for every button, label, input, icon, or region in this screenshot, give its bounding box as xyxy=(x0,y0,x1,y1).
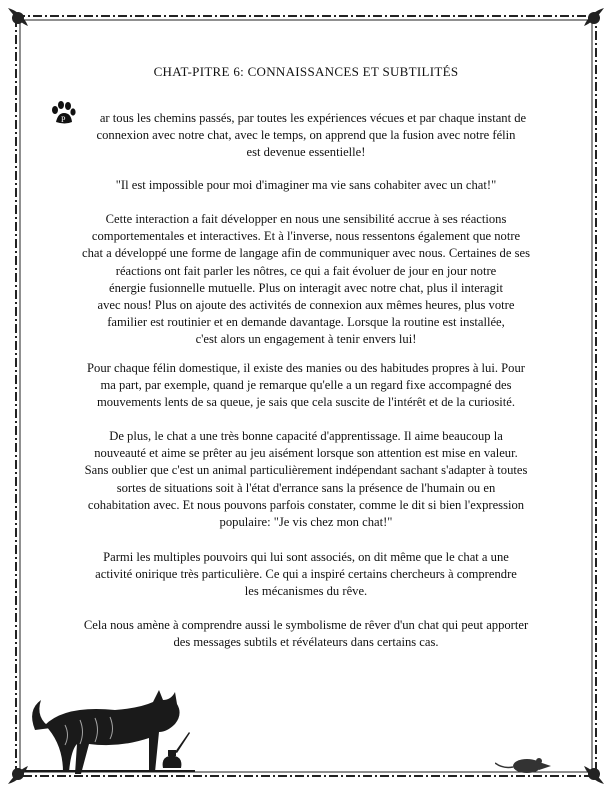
text-line: ar tous les chemins passés, par toutes les expériences vécues et par chaque instant de xyxy=(99,111,527,125)
paragraph-interaction xyxy=(40,211,572,349)
text-line: les mécanismes du rêve. xyxy=(244,584,368,599)
mouse-illustration xyxy=(495,752,565,776)
text-line: Sans oublier que c'est un animal particulièrement indépendant sachant s'adapter à toutes xyxy=(84,463,528,478)
text-line: comportementales et interactives. Et à l'inverse, nous ressentons également que notre xyxy=(91,229,521,244)
text-line: des messages subtils et révélateurs dans certains cas. xyxy=(173,635,439,650)
text-line: nouveauté et aime se prêter au jeu aisément lorsque son attention est mise en valeur. xyxy=(94,446,518,461)
paragraph-symbolism xyxy=(40,617,572,651)
text-line: c'est alors un engagement à tenir envers lui! xyxy=(195,332,417,347)
text-line: chat a développé une forme de langage afin de communiquer avec nous. Certaines de ses xyxy=(82,246,530,261)
text-line: réactions ont fait parler les nôtres, ce qui a fait évoluer de jour en jour notre xyxy=(115,263,497,278)
text-line: connexion avec notre chat, avec le temps, on apprend que la fusion avec notre félin xyxy=(96,128,516,143)
text-line: mouvements lents de sa queue, je sais que cela suscite de l'intérêt et de la curiosité. xyxy=(96,395,516,410)
text-line: Cela nous amène à comprendre aussi le symbolisme de rêver d'un chat qui peut apporter xyxy=(83,618,529,632)
text-line: activité onirique très particulière. Ce qui a inspiré certains chercheurs à comprendre xyxy=(95,567,517,582)
paragraph-dreams xyxy=(40,549,572,601)
text-line: familier est routinier et en demande davantage. Lorsque la routine est installée, xyxy=(107,315,505,330)
text-line: ma part, par exemple, quand je remarque qu'elle a un regard fixe accompagné des xyxy=(100,378,512,393)
text-line: populaire: "Je vis chez mon chat!" xyxy=(219,515,393,530)
text-line: cohabitation avec. Et nous pouvons parfois constater, comme le dit si bien l'expression xyxy=(87,497,525,512)
text-line: "Il est impossible pour moi d'imaginer ma vie sans cohabiter avec un chat!" xyxy=(115,178,497,192)
text-line: énergie fusionnelle mutuelle. Plus on interagit avec notre chat, plus il interagit xyxy=(109,280,503,295)
paragraph-learning xyxy=(40,428,572,531)
text-line: sortes de situations soit à l'état d'errance sans la présence de l'humain ou en xyxy=(116,480,496,495)
paragraph-quote xyxy=(40,177,572,194)
text-line: De plus, le chat a une très bonne capacité d'apprentissage. Il aime beaucoup la xyxy=(109,429,503,443)
text-line: Cette interaction a fait développer en nous une sensibilité accrue à ses réactions xyxy=(105,212,507,226)
cat-with-inkwell-illustration xyxy=(25,670,195,780)
paragraph-habits xyxy=(40,360,572,412)
text-line: avec nous! Plus on ajoute des activités de connexion aux mêmes heures, plus votre xyxy=(97,298,515,313)
paragraph-intro xyxy=(40,110,572,162)
text-line: est devenue essentielle! xyxy=(246,145,366,160)
svg-text:P: P xyxy=(61,115,66,124)
text-line: Pour chaque félin domestique, il existe des manies ou des habitudes propres à lui. Pour xyxy=(87,361,525,375)
text-line: Parmi les multiples pouvoirs qui lui sont associés, on dit même que le chat a une xyxy=(103,550,509,564)
chapter-title: CHAT-PITRE 6: CONNAISSANCES ET SUBTILITÉS xyxy=(153,64,459,79)
